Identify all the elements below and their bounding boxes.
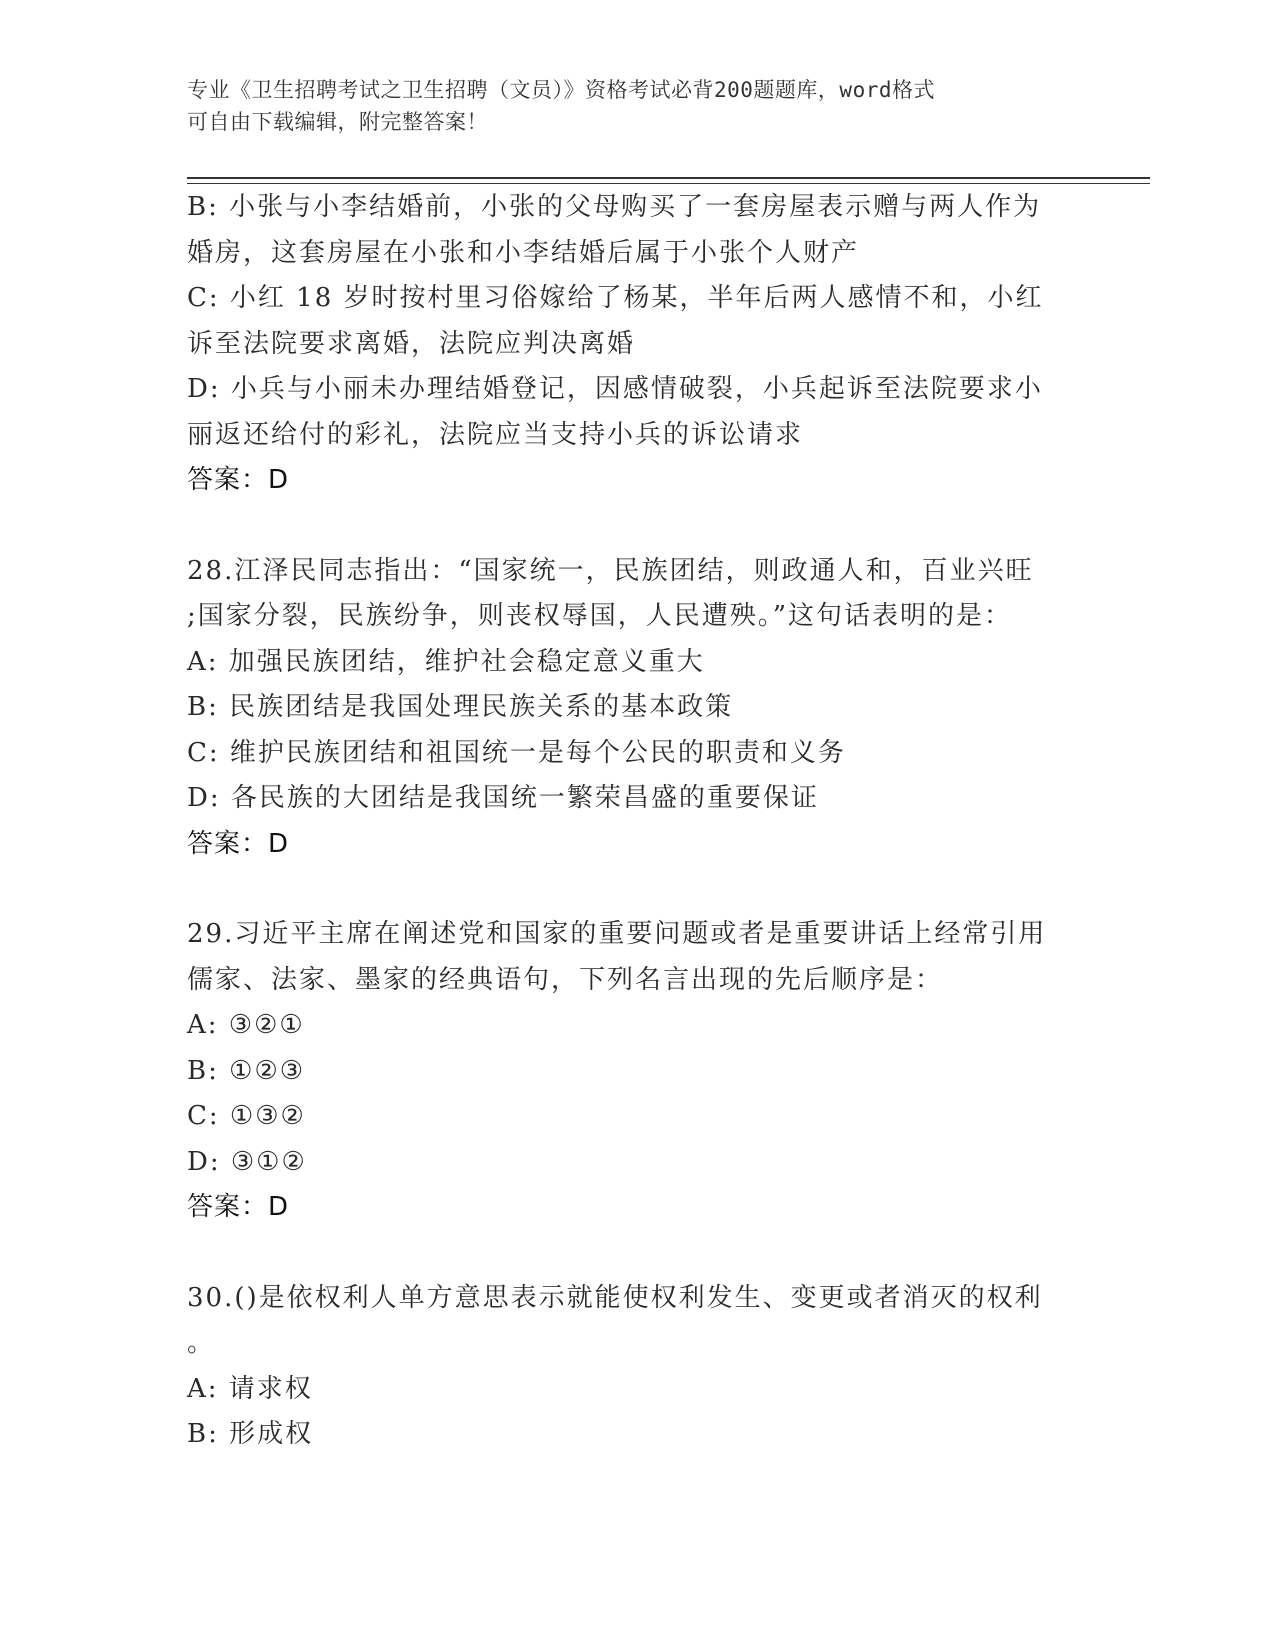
header-rule-thick xyxy=(187,177,1150,179)
document-header xyxy=(187,74,1067,138)
q27-option-b-line-2: 婚房，这套房屋在小张和小李结婚后属于小张个人财产 xyxy=(187,237,860,268)
q29-stem-line-2: 儒家、法家、墨家的经典语句，下列名言出现的先后顺序是： xyxy=(187,964,944,995)
q27-option-d-line-2: 丽返还给付的彩礼，法院应当支持小兵的诉讼请求 xyxy=(187,419,804,450)
spacer xyxy=(187,1231,1087,1276)
question-28 xyxy=(187,549,1087,868)
q28-option-a: A: 加强民族团结，维护社会稳定意义重大 xyxy=(187,646,705,677)
q30-stem-line-2: 。 xyxy=(187,1328,216,1358)
q27-answer: 答案：D xyxy=(187,465,290,495)
q27-option-b-line-1: B: 小张与小李结婚前，小张的父母购买了一套房屋表示赠与两人作为 xyxy=(187,192,1042,222)
header-rule-thin xyxy=(187,183,1150,184)
q29-option-c: C: ①③② xyxy=(187,1101,306,1131)
header-line-1: 专业《卫生招聘考试之卫生招聘（文员）》资格考试必背200题题库，word格式 xyxy=(187,78,935,102)
document-body xyxy=(187,185,1087,1458)
q28-stem-line-2: ;国家分裂，民族纷争，则丧权辱国，人民遭殃。”这句话表明的是： xyxy=(187,601,1013,631)
q28-option-c: C: 维护民族团结和祖国统一是每个公民的职责和义务 xyxy=(187,737,846,768)
question-30 xyxy=(187,1276,1087,1458)
q28-stem-line-1: 28.江泽民同志指出：“国家统一，民族团结，则政通人和，百业兴旺 xyxy=(187,555,1034,586)
q27-option-d-line-1: D: 小兵与小丽未办理结婚登记，因感情破裂，小兵起诉至法院要求小 xyxy=(187,374,1043,404)
q29-option-d: D: ③①② xyxy=(187,1146,307,1177)
question-27 xyxy=(187,185,1087,504)
question-29 xyxy=(187,912,1087,1231)
spacer xyxy=(187,504,1087,549)
header-line-2: 可自由下载编辑，附完整答案！ xyxy=(187,110,488,134)
q29-stem-line-1: 29.习近平主席在阐述党和国家的重要问题或者是重要讲话上经常引用 xyxy=(187,919,1047,949)
q27-option-c-line-2: 诉至法院要求离婚，法院应判决离婚 xyxy=(187,328,636,359)
q30-option-b: B: 形成权 xyxy=(187,1419,314,1449)
q30-option-a: A: 请求权 xyxy=(187,1373,313,1404)
q29-option-b: B: ①②③ xyxy=(187,1055,306,1086)
q29-answer: 答案：D xyxy=(187,1192,290,1222)
q28-answer: 答案：D xyxy=(187,828,290,859)
q28-option-b: B: 民族团结是我国处理民族关系的基本政策 xyxy=(187,692,734,722)
q27-option-c-line-1: C: 小红 18 岁时按村里习俗嫁给了杨某，半年后两人感情不和，小红 xyxy=(187,283,1044,313)
spacer xyxy=(187,867,1087,912)
q29-option-a: A: ③②① xyxy=(187,1010,305,1040)
q30-stem-line-1: 30.()是依权利人单方意思表示就能使权利发生、变更或者消灭的权利 xyxy=(187,1282,1043,1313)
q28-option-d: D: 各民族的大团结是我国统一繁荣昌盛的重要保证 xyxy=(187,783,819,813)
